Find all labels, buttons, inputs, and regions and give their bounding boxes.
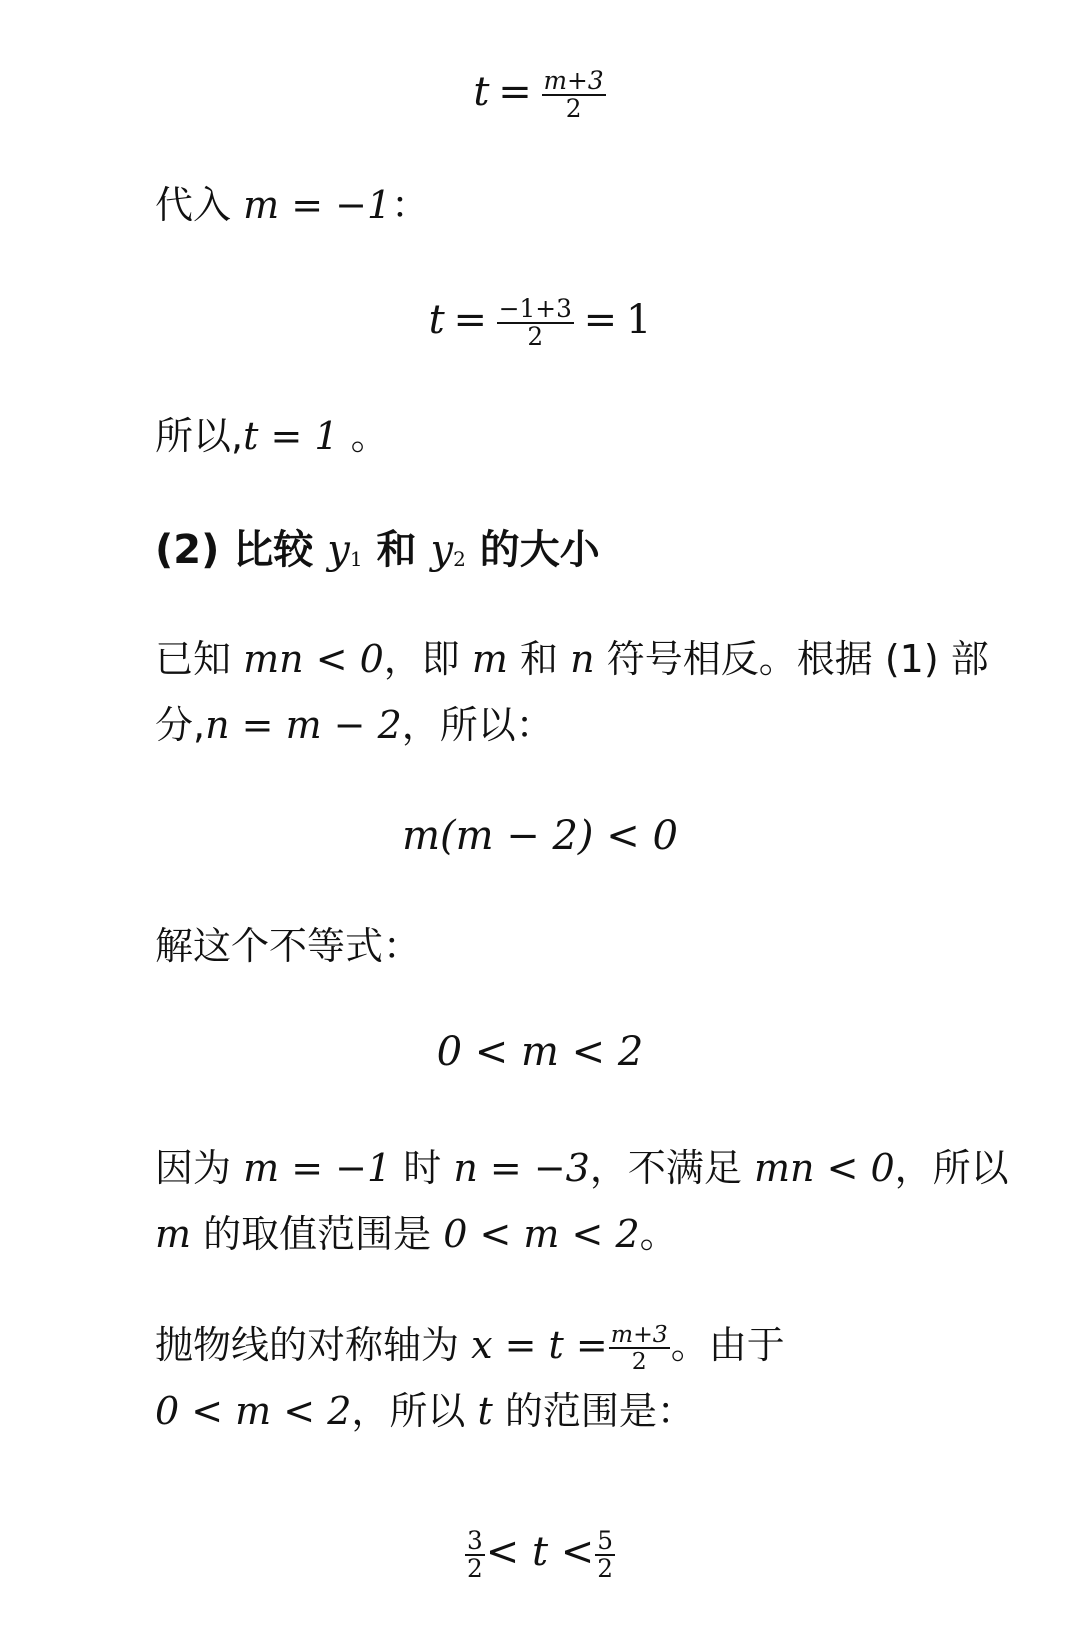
eq1-fraction	[542, 65, 606, 123]
paragraph-line	[155, 1201, 1045, 1267]
p3-text-1: 抛物线的对称轴为	[155, 1323, 460, 1367]
substitute-colon: ：	[391, 183, 430, 227]
p3-text-4: 的范围是：	[504, 1389, 695, 1433]
p3-numerator: m+3	[610, 1319, 668, 1348]
p1-text-6: ，所以：	[401, 703, 554, 747]
p3-math-2: 0 < m < 2	[155, 1389, 352, 1433]
eq2-numerator: −1+3	[498, 293, 572, 323]
p2-math-2: n = −3	[453, 1146, 590, 1190]
p1-math-1: mn < 0	[243, 637, 384, 681]
substitute-line	[155, 172, 1045, 238]
p2-text-3: ，不满足	[589, 1146, 742, 1190]
paragraph-line	[155, 1378, 1045, 1444]
p2-math-5: 0 < m < 2	[443, 1212, 640, 1256]
section-2-end: 的大小	[479, 527, 600, 573]
p3-text-3: ，所以	[351, 1389, 466, 1433]
eq1-denominator: 2	[565, 94, 582, 123]
t-range-middle: < t <	[485, 1529, 595, 1575]
eq1-numerator: m+3	[543, 65, 604, 95]
paragraph-line	[155, 1135, 1045, 1201]
inequality-product: m(m − 2) < 0	[402, 813, 678, 859]
p1-math-3: n	[570, 637, 595, 681]
conclusion-t	[155, 403, 1045, 469]
p2-math-1: m = −1	[243, 1146, 392, 1190]
equation-t-value: t = $\frac{-1+3}{2}$ = 1	[428, 293, 652, 351]
p2-text-4: ，所以	[894, 1146, 1009, 1190]
t-upper-bound	[595, 1525, 615, 1583]
p1-text-1: 已知	[155, 637, 232, 681]
section-2-number: (2) 比较	[155, 527, 314, 573]
solve-text: 解这个不等式：	[155, 924, 422, 968]
p3-math-1: x = t =	[471, 1323, 608, 1367]
p1-text-2: ，即	[383, 637, 460, 681]
inequality-t-range	[0, 1522, 1080, 1582]
p1-text-3: 和	[520, 637, 559, 681]
p2-text-5: 的取值范围是	[203, 1212, 432, 1256]
eq2-denominator: 2	[527, 322, 544, 351]
y1-symbol: y1	[327, 527, 363, 573]
conclusion-prefix: 所以,	[155, 414, 244, 458]
paragraph-line	[155, 692, 1045, 758]
eq1-lhs: t	[473, 69, 490, 115]
section-2-heading	[155, 520, 600, 589]
upper-denominator: 2	[597, 1554, 614, 1583]
p2-math-3: mn < 0	[753, 1146, 895, 1190]
lower-denominator: 2	[466, 1554, 483, 1583]
eq2-lhs: t	[428, 297, 445, 343]
paragraph-line	[155, 626, 1045, 692]
p2-text-2: 时	[403, 1146, 442, 1190]
section-2-and: 和	[376, 527, 417, 573]
p1-text-4: 符号相反。根据 (1) 部	[606, 637, 989, 681]
conclusion-suffix: 。	[338, 414, 389, 458]
paragraph-axis	[155, 1312, 1045, 1444]
p2-math-4: m	[155, 1212, 192, 1256]
eq2-fraction	[497, 293, 574, 351]
paragraph-m-range	[155, 1135, 1045, 1267]
p1-math-4: n = m − 2	[205, 703, 402, 747]
lower-numerator: 3	[466, 1525, 483, 1555]
paragraph-sign-analysis	[155, 626, 1045, 758]
equation-t-formula: t = $\frac{m+3}{2}$	[473, 65, 604, 123]
p3-denominator: 2	[631, 1346, 647, 1375]
p2-text-6: 。	[639, 1212, 678, 1256]
p3-text-2: 。由于	[670, 1323, 785, 1367]
substitute-text: 代入	[155, 183, 232, 227]
p1-text-5: 分,	[155, 703, 206, 747]
substitute-condition: m = −1	[243, 183, 392, 227]
y2-symbol: y2	[430, 527, 466, 573]
p1-math-2: m	[471, 637, 508, 681]
upper-numerator: 5	[597, 1525, 614, 1555]
conclusion-math: t = 1	[243, 414, 339, 458]
p3-fraction	[609, 1319, 670, 1375]
eq2-result: 1	[625, 297, 652, 343]
t-lower-bound	[465, 1525, 485, 1583]
paragraph-line	[155, 1312, 1045, 1378]
inequality-m-range: 0 < m < 2	[436, 1029, 644, 1075]
p3-math-3: t	[477, 1389, 493, 1433]
p2-text-1: 因为	[155, 1146, 232, 1190]
